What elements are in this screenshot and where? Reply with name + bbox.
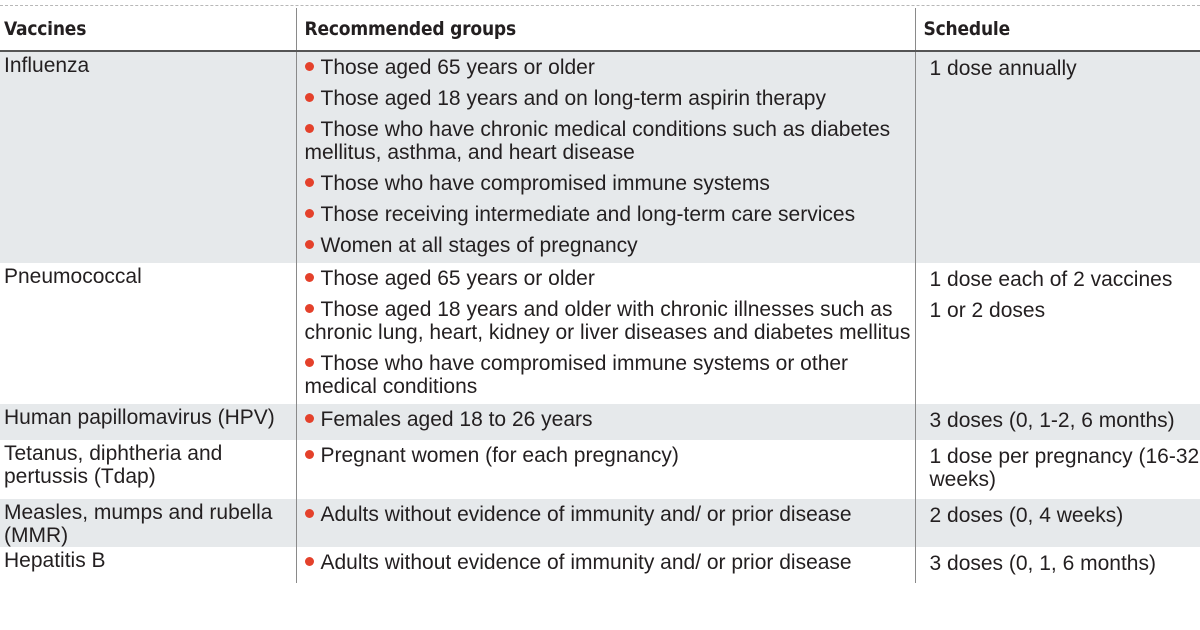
group-text: Those who have compromised immune systems or other medical conditions: [304, 352, 849, 398]
bullet-dot-icon: [305, 93, 314, 102]
bullet-dot-icon: [305, 450, 314, 459]
recommended-groups-cell: [296, 51, 915, 263]
vaccine-name: Pneumococcal: [4, 265, 142, 288]
table-row: [0, 547, 1200, 583]
bullet-dot-icon: [305, 62, 314, 71]
table-row: [0, 263, 1200, 404]
bullet-dot-icon: [305, 557, 314, 566]
schedule-cell: [915, 440, 1200, 499]
group-list-item: [305, 408, 915, 431]
table-row: [0, 499, 1200, 547]
recommended-groups-cell: [296, 263, 915, 404]
bullet-dot-icon: [305, 414, 314, 423]
group-text: Those aged 65 years or older: [320, 267, 595, 290]
table-header-row: [0, 8, 1200, 51]
schedule-text: 1 dose annually: [929, 57, 1077, 80]
table-body: [0, 51, 1200, 583]
recommended-groups-cell: [296, 404, 915, 440]
group-text: Those receiving intermediate and long-term care services: [320, 203, 856, 226]
bullet-dot-icon: [305, 209, 314, 218]
group-text: Those who have compromised immune systems: [320, 172, 770, 195]
schedule-text: 2 doses (0, 4 weeks): [929, 504, 1124, 527]
group-list-item: [305, 118, 915, 164]
group-text: Adults without evidence of immunity and/ or prior disease: [320, 503, 852, 526]
schedule-cell: [915, 51, 1200, 263]
group-list-item: [305, 298, 915, 344]
schedule-text: 3 doses (0, 1, 6 months): [929, 552, 1156, 575]
group-list-item: [305, 503, 915, 526]
header-recommended-groups: Recommended groups: [296, 8, 915, 51]
schedule-cell: [915, 263, 1200, 404]
group-list-item: [305, 234, 915, 257]
vaccine-name: Human papillomavirus (HPV): [0, 404, 296, 440]
vaccine-name: Hepatitis B: [4, 549, 106, 572]
vaccine-name: Measles, mumps and rubella (MMR): [0, 499, 296, 547]
group-text: Those aged 18 years and older with chronic illnesses such as chronic lung, heart, kidney or liver diseases and diabetes mellitus: [304, 298, 911, 344]
vaccine-table: [0, 8, 1200, 583]
schedule-cell: [915, 404, 1200, 440]
group-text: Pregnant women (for each pregnancy): [320, 444, 679, 467]
group-list-item: [305, 444, 915, 467]
bullet-dot-icon: [305, 509, 314, 518]
group-list-item: [305, 56, 915, 79]
bullet-dot-icon: [305, 358, 314, 367]
recommended-groups-cell: [296, 547, 915, 583]
header-vaccines: Vaccines: [0, 8, 296, 51]
schedule-cell: [915, 499, 1200, 547]
group-list-item: [305, 172, 915, 195]
bullet-dot-icon: [305, 124, 314, 133]
group-text: Women at all stages of pregnancy: [320, 234, 638, 257]
bullet-dot-icon: [305, 304, 314, 313]
bullet-dot-icon: [305, 178, 314, 187]
recommended-groups-cell: [296, 440, 915, 499]
schedule-cell: [915, 547, 1200, 583]
table-row: [0, 440, 1200, 499]
schedule-text: 1 dose per pregnancy (16-32 weeks): [929, 445, 1200, 491]
top-dashed-divider: [0, 5, 1200, 6]
schedule-text: 3 doses (0, 1-2, 6 months): [929, 409, 1175, 432]
group-list-item: [305, 352, 915, 398]
group-text: Those who have chronic medical conditions such as diabetes mellitus, asthma, and heart disease: [304, 118, 891, 164]
header-schedule: Schedule: [915, 8, 1200, 51]
group-list-item: [305, 87, 915, 110]
table-row: [0, 404, 1200, 440]
table-row: [0, 51, 1200, 263]
group-list-item: [305, 203, 915, 226]
group-text: Those aged 65 years or older: [320, 56, 595, 79]
bullet-dot-icon: [305, 240, 314, 249]
group-text: Adults without evidence of immunity and/ or prior disease: [320, 551, 852, 574]
vaccine-name: Influenza: [0, 51, 296, 263]
recommended-groups-cell: [296, 499, 915, 547]
group-list-item: [305, 267, 915, 290]
group-text: Females aged 18 to 26 years: [320, 408, 593, 431]
vaccine-name: Tetanus, diphtheria and pertussis (Tdap): [4, 442, 223, 488]
group-text: Those aged 18 years and on long-term aspirin therapy: [320, 87, 826, 110]
group-list-item: [305, 551, 915, 574]
bullet-dot-icon: [305, 273, 314, 282]
schedule-text: 1 or 2 doses: [929, 299, 1046, 322]
schedule-text: 1 dose each of 2 vaccines: [929, 268, 1173, 291]
